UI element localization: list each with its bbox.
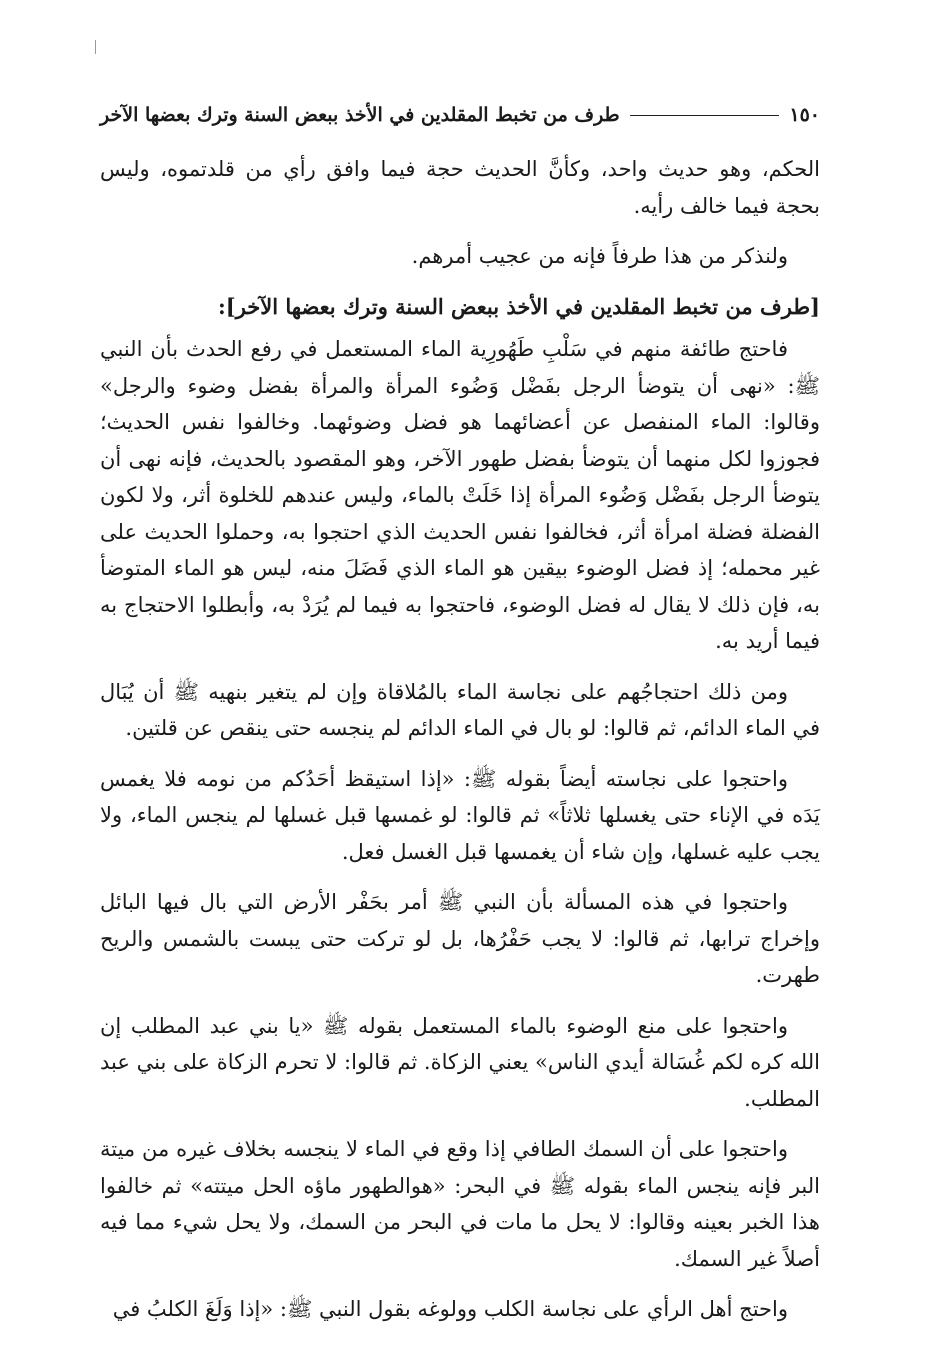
header-rule xyxy=(630,115,780,116)
paragraph-waking-hand: واحتجوا على نجاسته أيضاً بقوله ﷺ: «إذا استيقظ أحَدُكم من نومه فلا يغمس يَدَه في الإناء حتى يغسلها ثلاثاً» ثم قالوا: لو غمسها قبل غسلها لم ينجس الماء، ولا يجب عليه غسلها، وإن شاء أن يغمسها قبل الغسل فعل. xyxy=(100,766,820,864)
paragraph-intro: ولنذكر من هذا طرفاً فإنه من عجيب أمرهم. xyxy=(411,244,788,268)
paragraph-zakat: واحتجوا على منع الوضوء بالماء المستعمل بقوله ﷺ «يا بني عبد المطلب إن الله كره لكم غُسَالة أيدي الناس» يعني الزكاة. ثم قالوا: لا تحرم الزكاة على بني عبد المطلب. xyxy=(100,1013,820,1111)
paragraph-dog: واحتج أهل الرأي على نجاسة الكلب وولوغه بقول النبي ﷺ: «إذا وَلَغَ الكلبُ في xyxy=(112,1297,788,1321)
page-header xyxy=(100,95,820,135)
paragraph-sea-fish: واحتجوا على أن السمك الطافي إذا وقع في الماء لا ينجسه بخلاف غيره من ميتة البر فإنه ينجس الماء بقوله ﷺ في البحر: «هوالطهور ماؤه الحل ميتته» ثم خالفوا هذا الخبر بعينه وقالوا: لا يحل ما مات في البحر من السمك، ولا يحل شيء مما فيه أصلاً غير السمك. xyxy=(100,1137,820,1271)
paragraph-continuation: الحكم، وهو حديث واحد، وكأنَّ الحديث حجة فيما وافق رأي من قلدتموه، وليس بحجة فيما خالف رأيه. xyxy=(100,157,820,218)
book-page xyxy=(100,95,820,1328)
paragraph-digging-ground: واحتجوا في هذه المسألة بأن النبي ﷺ أمر بحَفْر الأرض التي بال فيها البائل وإخراج ترابها، ثم قالوا: لا يجب حَفْرُها، بل لو تركت حتى يبست بالشمس والريح طهرت. xyxy=(100,890,820,987)
scan-edge-mark xyxy=(95,40,96,54)
page-number: ١٥٠ xyxy=(789,104,820,126)
paragraph-stagnant-water: ومن ذلك احتجاجُهم على نجاسة الماء بالمُلاقاة وإن لم يتغير بنهيه ﷺ أن يُبَال في الماء الدائم، ثم قالوا: لو بال في الماء الدائم لم ينجسه حتى ينقص عن قلتين. xyxy=(100,679,820,740)
section-title: [طرف من تخبط المقلدين في الأخذ ببعض السنة وترك بعضها الآخر]: xyxy=(218,293,820,319)
paragraph-water-used: فاحتج طائفة منهم في سَلْبِ طَهُورِية الماء المستعمل في رفع الحدث بأن النبي ﷺ: «نهى أن يتوضأ الرجل بفَضْل وَضُوء المرأة والمرأة بفضل وضوء والرجل» وقالوا: الماء المنفصل عن أعضائهما هو فضل وضوئهما. وخالفوا نفس الحديث؛ فجوزوا لكل منهما أن يتوضأ بفضل طهور الآخر، وهو المقصود بالحديث، فإنه نهى أن يتوضأ الرجل بفَضْل وَضُوء المرأة إذا خَلَتْ بالماء، وليس عندهم للخلوة أثر، ولا لكون الفضلة فضلة امرأة أثر، فخالفوا نفس الحديث الذي احتجوا به، وحملوا الحديث على غير محمله؛ إذ فضل الوضوء بيقين هو الماء الذي فَضَلَ منه، ليس هو الماء المتوضأ به، فإن ذلك لا يقال له فضل الوضوء، فاحتجوا به فيما لم يُرَدْ به، وأبطلوا الاحتجاج به فيما أريد به. xyxy=(100,337,820,653)
running-title: طرف من تخبط المقلدين في الأخذ ببعض السنة وترك بعضها الآخر xyxy=(100,104,620,126)
